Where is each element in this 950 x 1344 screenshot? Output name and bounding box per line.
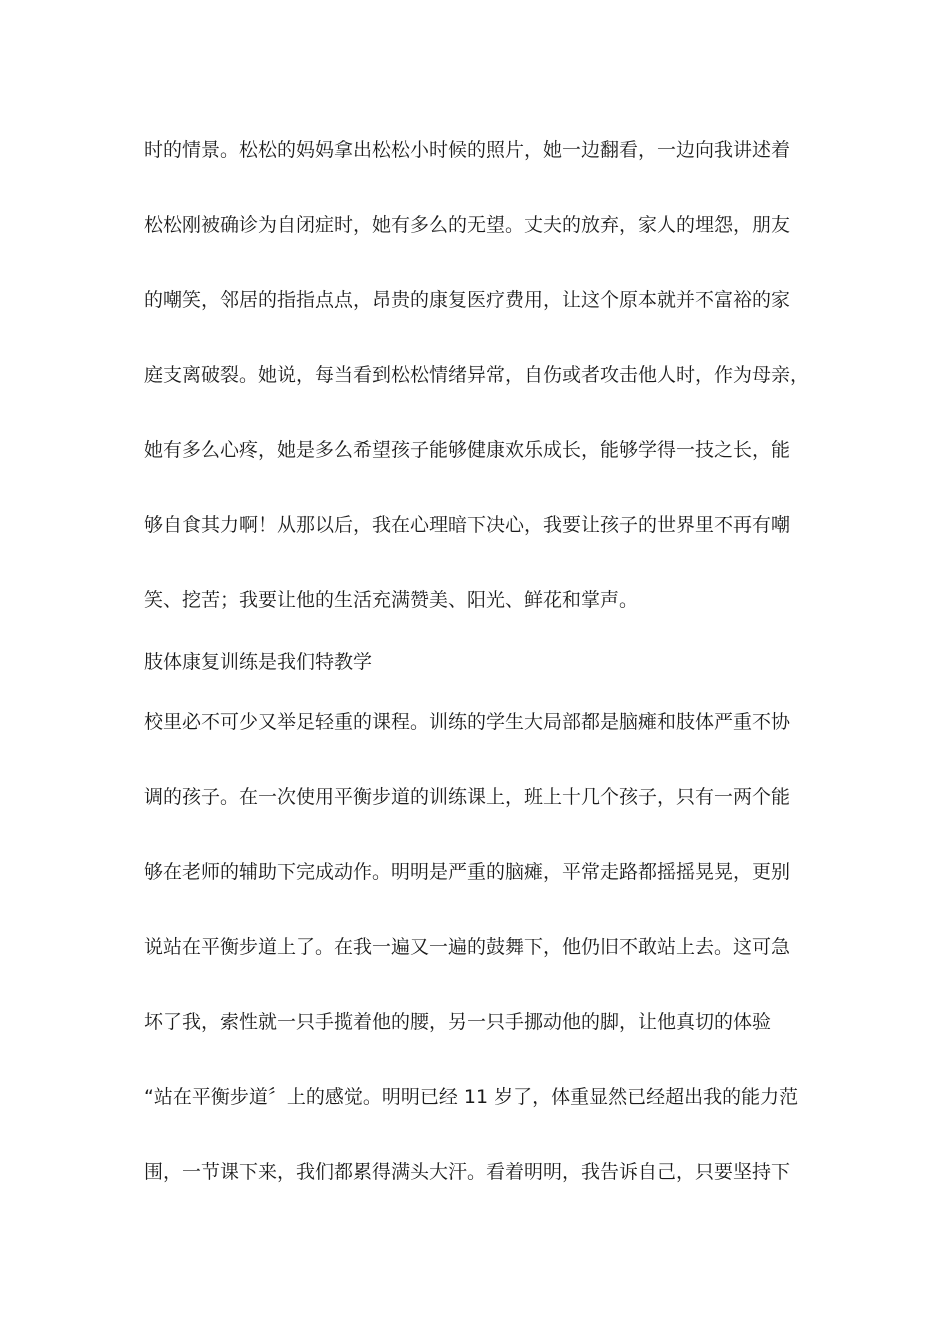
- text-line: 时的情景。松松的妈妈拿出松松小时候的照片，她一边翻看，一边向我讲述着: [144, 139, 791, 161]
- text-line: 调的孩子。在一次使用平衡步道的训练课上，班上十几个孩子，只有一两个能: [144, 786, 791, 808]
- text-line: 校里必不可少又举足轻重的课程。训练的学生大局部都是脑瘫和肢体严重不协: [144, 711, 791, 733]
- text-line: “站在平衡步道〞上的感觉。明明已经 11 岁了，体重显然已经超出我的能力范: [144, 1086, 799, 1108]
- text-line: 松松刚被确诊为自闭症时，她有多么的无望。丈夫的放弃，家人的埋怨，朋友: [144, 214, 791, 236]
- text-line: 的嘲笑，邻居的指指点点，昂贵的康复医疗费用，让这个原本就并不富裕的家: [144, 289, 791, 311]
- text-line: 够自食其力啊！从那以后，我在心理暗下决心，我要让孩子的世界里不再有嘲: [144, 514, 791, 536]
- text-line: 说站在平衡步道上了。在我一遍又一遍的鼓舞下，他仍旧不敢站上去。这可急: [144, 936, 791, 958]
- text-line: 庭支离破裂。她说，每当看到松松情绪异常，自伤或者攻击他人时，作为母亲，: [144, 364, 810, 386]
- text-line: 够在老师的辅助下完成动作。明明是严重的脑瘫，平常走路都摇摇晃晃，更别: [144, 861, 791, 883]
- text-line: 肢体康复训练是我们特教学: [144, 651, 373, 673]
- text-line: 她有多么心疼，她是多么希望孩子能够健康欢乐成长，能够学得一技之长，能: [144, 439, 791, 461]
- text-line: 围，一节课下来，我们都累得满头大汗。看着明明，我告诉自己，只要坚持下: [144, 1161, 791, 1183]
- text-line: 笑、挖苦；我要让他的生活充满赞美、阳光、鲜花和掌声。: [144, 589, 639, 611]
- text-line: 坏了我，索性就一只手揽着他的腰，另一只手挪动他的脚，让他真切的体验: [144, 1011, 772, 1033]
